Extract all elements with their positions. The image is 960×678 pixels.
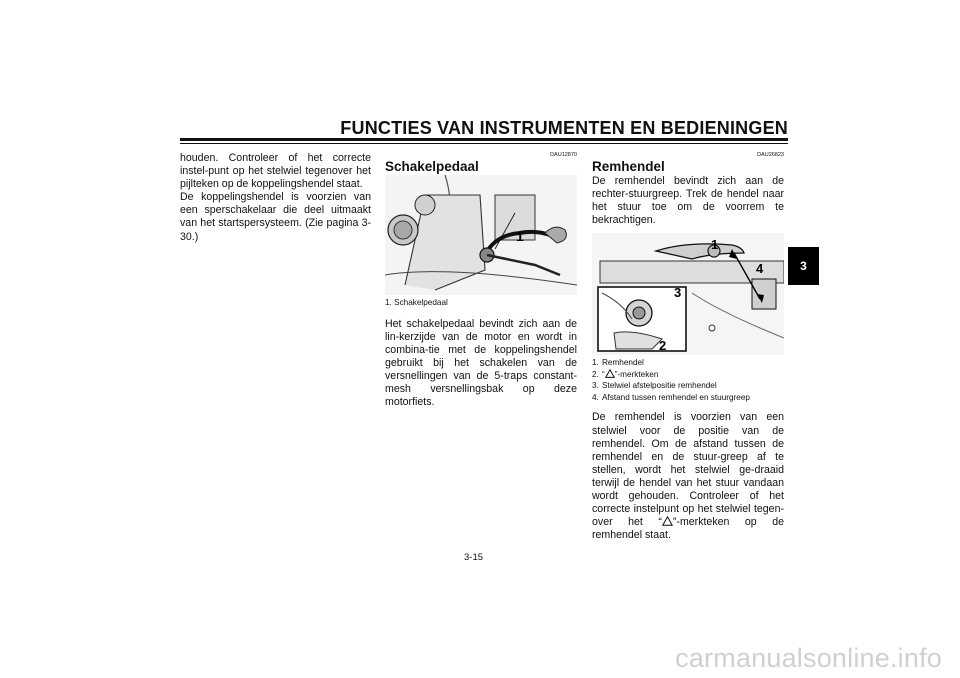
caption-number: 4. xyxy=(592,392,599,402)
caption-quote-open: “ xyxy=(602,369,605,379)
section-code: DAU12870 xyxy=(550,152,577,158)
triangle-mark-icon xyxy=(662,516,673,526)
caption-text: Stelwiel afstelpositie remhendel xyxy=(602,381,717,391)
caption-text: Remhendel xyxy=(602,358,644,368)
chapter-tab[interactable]: 3 xyxy=(788,247,819,285)
body-text xyxy=(592,411,784,542)
caption-line xyxy=(592,369,784,381)
body-text-start: De remhendel is voorzien van een stelwiel voor de positie van de remhendel. Om de afstand tussen de remhendel en de stuur-greep af te stellen, wordt het stelwiel ge-draaid terwijl de hendel van het stuur vandaan wordt gehouden. Controleer of het correcte instelpunt op het stelwiel tegen-over het “ xyxy=(592,411,784,529)
watermark[interactable]: carmanualsonline.info xyxy=(675,643,942,673)
caption-line xyxy=(592,357,784,369)
section-heading: Remhendel xyxy=(592,159,665,174)
shift-pedal-figure xyxy=(385,175,577,295)
figure-label: 1 xyxy=(516,228,524,245)
right-column xyxy=(592,152,784,542)
body-text: Het schakelpedaal bevindt zich aan de lin-kerzijde van de motor en wordt in combina-tie met de koppelingshendel gebruikt bij het schakelen van de versnellingen van de 5-traps constant-mesh versnellingsbak op deze motorfiets. xyxy=(385,317,577,409)
left-paragraph: De koppelingshendel is voorzien van een sperschakelaar die deel uitmaakt van het startspersysteem. (Zie pagina 3-30.) xyxy=(180,191,371,243)
figure-captions xyxy=(592,357,784,403)
caption-number: 1. xyxy=(592,358,599,368)
section-heading: Schakelpedaal xyxy=(385,159,479,174)
body-text-end: ”-merkteken op de remhendel staat. xyxy=(592,516,784,542)
caption-text: ”-merkteken xyxy=(614,369,659,379)
caption-line xyxy=(592,380,784,392)
figure-label: 2 xyxy=(659,338,667,354)
caption-line xyxy=(592,392,784,404)
left-paragraph: houden. Controleer of het correcte instel-punt op het stelwiel tegenover het pijlteken op de koppelingshendel staat. xyxy=(180,152,371,191)
section-code: DAU26823 xyxy=(757,152,784,158)
header-rule xyxy=(180,138,788,141)
figure-label: 3 xyxy=(674,285,682,301)
caption-number: 2. xyxy=(592,369,599,379)
page-title: FUNCTIES VAN INSTRUMENTEN EN BEDIENINGEN xyxy=(340,118,788,138)
header-rule-thin xyxy=(180,143,788,144)
triangle-mark-icon xyxy=(605,369,615,378)
left-column xyxy=(180,152,371,244)
middle-column xyxy=(385,152,577,409)
figure-caption: 1. Schakelpedaal xyxy=(385,298,448,308)
intro-text: De remhendel bevindt zich aan de rechter-stuurgreep. Trek de hendel naar het stuur toe om de voorrem te bekrachtigen. xyxy=(592,175,784,227)
caption-number: 3. xyxy=(592,381,599,391)
page-number: 3-15 xyxy=(464,552,484,563)
caption-text: Afstand tussen remhendel en stuurgreep xyxy=(602,392,750,402)
figure-label: 1 xyxy=(711,237,719,253)
figure-label: 4 xyxy=(756,261,764,277)
brake-lever-figure xyxy=(592,233,784,355)
